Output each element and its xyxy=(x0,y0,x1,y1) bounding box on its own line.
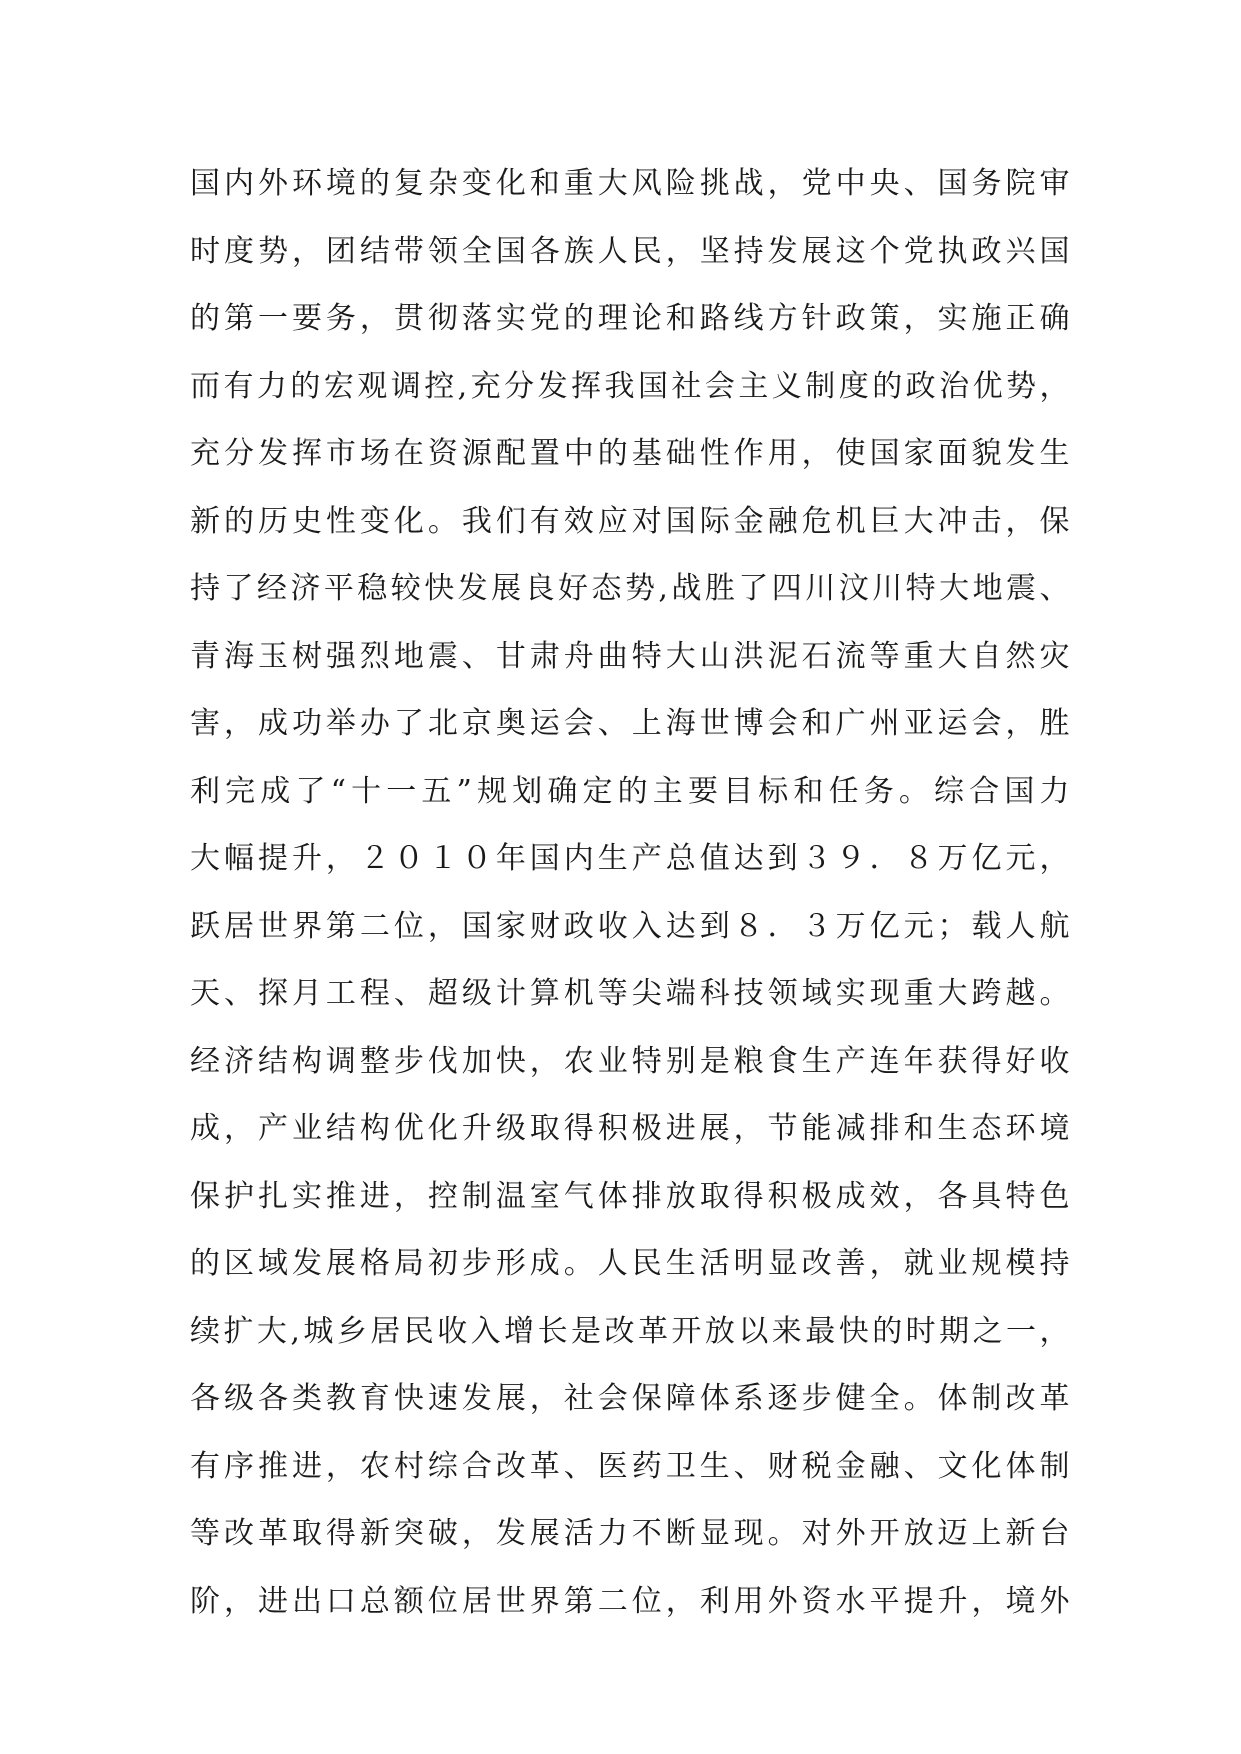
text-line: 持了经济平稳较快发展良好态势,战胜了四川汶川特大地震、 xyxy=(190,571,1070,606)
text-line: 利完成了“十一五”规划确定的主要目标和任务。综合国力 xyxy=(190,773,1070,809)
text-line: 等改革取得新突破，发展活力不断显现。对外开放迈上新台 xyxy=(190,1516,1070,1551)
text-line: 时度势，团结带领全国各族人民，坚持发展这个党执政兴国 xyxy=(190,233,1070,269)
text-line: 国内外环境的复杂变化和重大风险挑战，党中央、国务院审 xyxy=(190,166,1070,201)
text-line: 害，成功举办了北京奥运会、上海世博会和广州亚运会，胜 xyxy=(190,706,1070,741)
text-line: 而有力的宏观调控,充分发挥我国社会主义制度的政治优势， xyxy=(190,368,1070,404)
text-line: 大幅提升，２０１０年国内生产总值达到３９．８万亿元， xyxy=(190,841,1070,876)
text-line: 新的历史性变化。我们有效应对国际金融危机巨大冲击，保 xyxy=(190,503,1070,539)
text-line: 续扩大,城乡居民收入增长是改革开放以来最快的时期之一， xyxy=(190,1313,1070,1349)
text-line: 有序推进，农村综合改革、医药卫生、财税金融、文化体制 xyxy=(190,1448,1070,1484)
text-line: 经济结构调整步伐加快，农业特别是粮食生产连年获得好收 xyxy=(190,1043,1070,1079)
text-line: 跃居世界第二位，国家财政收入达到８．３万亿元；载人航 xyxy=(190,908,1070,944)
text-line: 青海玉树强烈地震、甘肃舟曲特大山洪泥石流等重大自然灾 xyxy=(190,638,1070,674)
text-line: 的区域发展格局初步形成。人民生活明显改善，就业规模持 xyxy=(190,1246,1070,1281)
body-text xyxy=(190,150,1070,1635)
text-line: 保护扎实推进，控制温室气体排放取得积极成效，各具特色 xyxy=(190,1178,1070,1214)
text-line: 成，产业结构优化升级取得积极进展，节能减排和生态环境 xyxy=(190,1111,1070,1146)
text-line: 的第一要务，贯彻落实党的理论和路线方针政策，实施正确 xyxy=(190,301,1070,336)
text-line: 各级各类教育快速发展，社会保障体系逐步健全。体制改革 xyxy=(190,1381,1070,1416)
text-line: 阶，进出口总额位居世界第二位，利用外资水平提升，境外 xyxy=(190,1583,1070,1619)
text-line: 充分发挥市场在资源配置中的基础性作用，使国家面貌发生 xyxy=(190,436,1070,471)
text-line: 天、探月工程、超级计算机等尖端科技领域实现重大跨越。 xyxy=(190,976,1070,1011)
